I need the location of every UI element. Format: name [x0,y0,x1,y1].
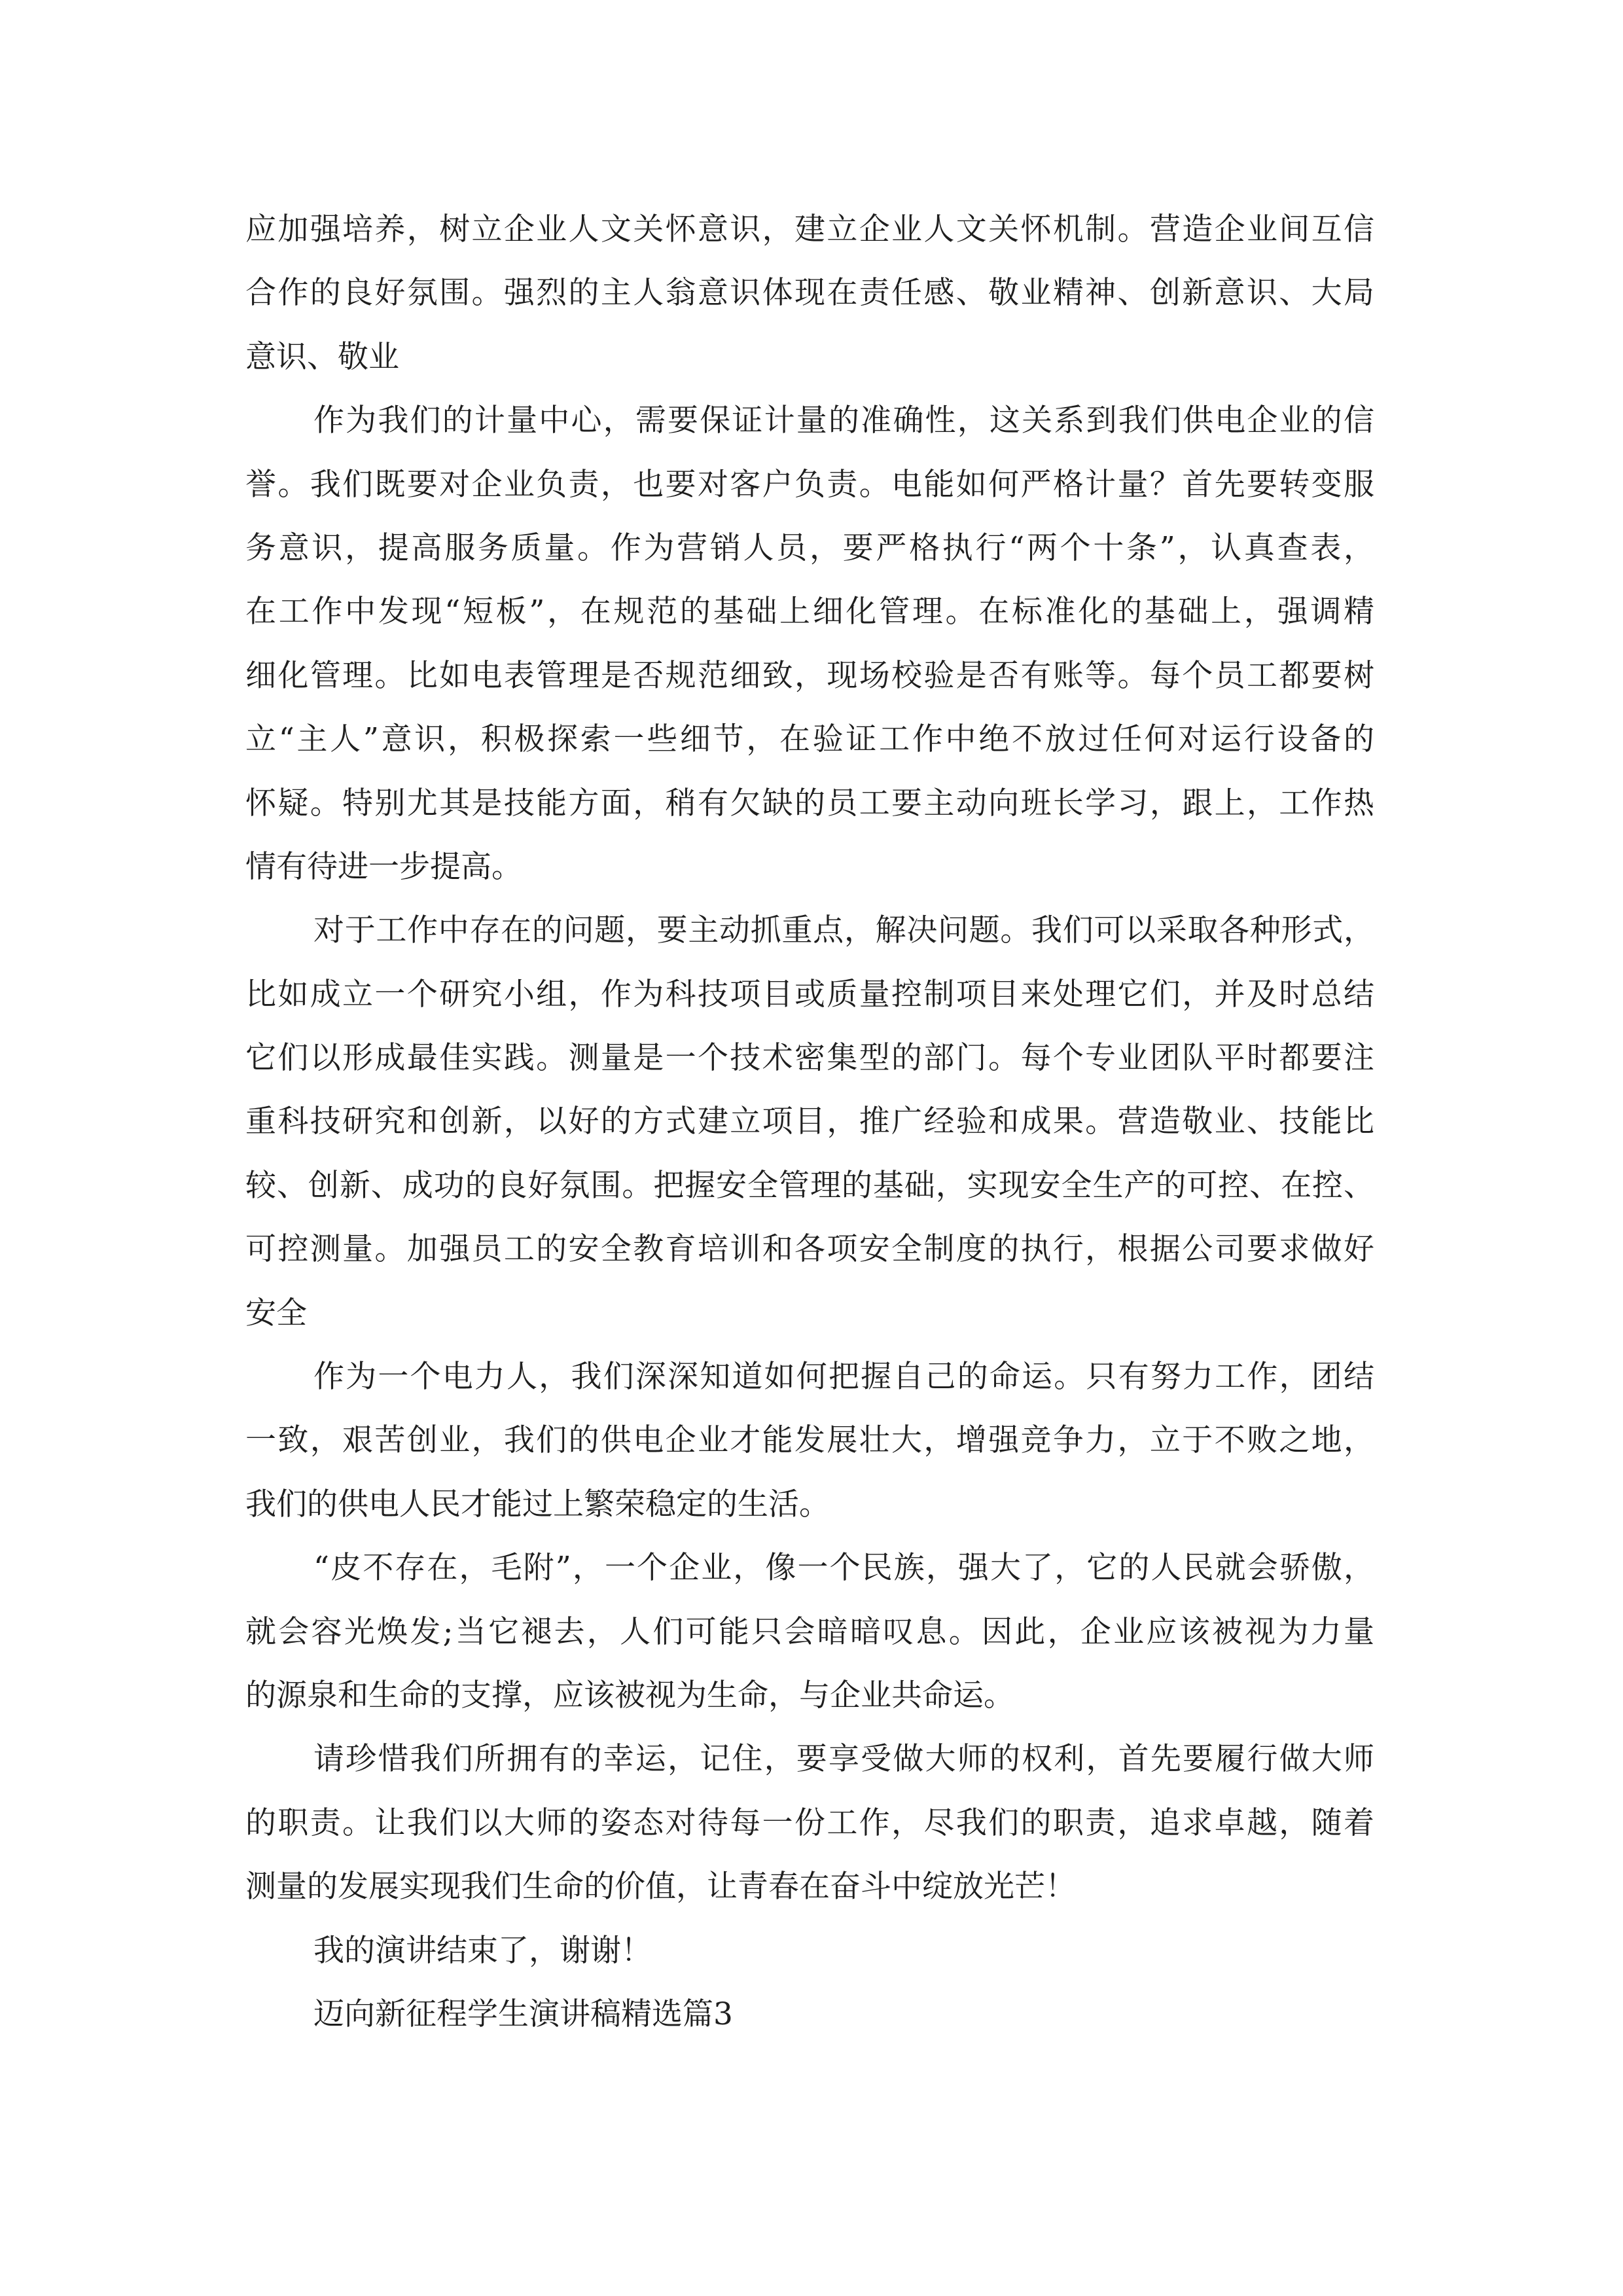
text-line: 立“主人”意识，积极探索一些细节，在验证工作中绝不放过任何对运行设备的 [245,721,1374,758]
text-line: 的职责。让我们以大师的姿态对待每一份工作，尽我们的职责，追求卓越，随着 [245,1804,1374,1841]
paragraph-continued [245,198,1623,389]
text-line: 测量的发展实现我们生命的价值，让青春在奋斗中绽放光芒！ [245,1869,1076,1905]
paragraph-metering [245,389,1623,899]
heading-line: 迈向新征程学生演讲稿精选篇3 [313,1996,733,2032]
paragraph-proverb [245,1536,1623,1727]
paragraph-power-worker [245,1345,1623,1536]
text-line: 对于工作中存在的问题，要主动抓重点，解决问题。我们可以采取各种形式， [313,912,1374,949]
text-line: 合作的良好氛围。强烈的主人翁意识体现在责任感、敬业精神、创新意识、大局 [245,275,1374,312]
text-line: 重科技研究和创新，以好的方式建立项目，推广经验和成果。营造敬业、技能比 [245,1103,1374,1140]
text-line: 我们的供电人民才能过上繁荣稳定的生活。 [245,1486,830,1522]
section-heading [245,1982,1623,2046]
text-line: 可控测量。加强员工的安全教育培训和各项安全制度的执行，根据公司要求做好 [245,1231,1374,1268]
text-line: 安全 [245,1295,307,1331]
text-line: 应加强培养，树立企业人文关怀意识，建立企业人文关怀机制。营造企业间互信 [245,211,1374,247]
text-line: 我的演讲结束了，谢谢！ [313,1932,652,1969]
paragraph-problems [245,899,1623,1345]
text-line: 务意识，提高服务质量。作为营销人员，要严格执行“两个十条”，认真查表， [245,529,1374,566]
text-line: 在工作中发现“短板”，在规范的基础上细化管理。在标准化的基础上，强调精 [245,594,1374,630]
text-line: 较、创新、成功的良好氛围。把握安全管理的基础，实现安全生产的可控、在控、 [245,1167,1374,1204]
text-line: 比如成立一个研究小组，作为科技项目或质量控制项目来处理它们，并及时总结 [245,976,1374,1013]
text-line: 作为一个电力人，我们深深知道如何把握自己的命运。只有努力工作，团结 [313,1359,1374,1395]
text-line: 作为我们的计量中心，需要保证计量的准确性，这关系到我们供电企业的信 [313,403,1374,439]
text-line: 请珍惜我们所拥有的幸运，记住，要享受做大师的权利，首先要履行做大师 [313,1741,1374,1778]
paragraph-cherish [245,1727,1623,1918]
text-line: 细化管理。比如电表管理是否规范细致，现场校验是否有账等。每个员工都要树 [245,657,1374,694]
text-line: 的源泉和生命的支撑，应该被视为生命，与企业共命运。 [245,1677,1014,1713]
text-line: 就会容光焕发;当它褪去，人们可能只会暗暗叹息。因此，企业应该被视为力量 [245,1613,1374,1650]
text-line: 意识、敬业 [245,338,399,375]
paragraph-closing [245,1919,1623,1982]
text-line: “皮不存在，毛附”，一个企业，像一个民族，强大了，它的人民就会骄傲， [313,1550,1374,1587]
text-line: 一致，艰苦创业，我们的供电企业才能发展壮大，增强竞争力，立于不败之地， [245,1422,1374,1459]
text-line: 情有待进一步提高。 [245,848,522,885]
text-line: 誉。我们既要对企业负责，也要对客户负责。电能如何严格计量？首先要转变服 [245,466,1374,503]
text-line: 怀疑。特别尤其是技能方面，稍有欠缺的员工要主动向班长学习，跟上，工作热 [245,785,1374,821]
text-line: 它们以形成最佳实践。测量是一个技术密集型的部门。每个专业团队平时都要注 [245,1040,1374,1077]
